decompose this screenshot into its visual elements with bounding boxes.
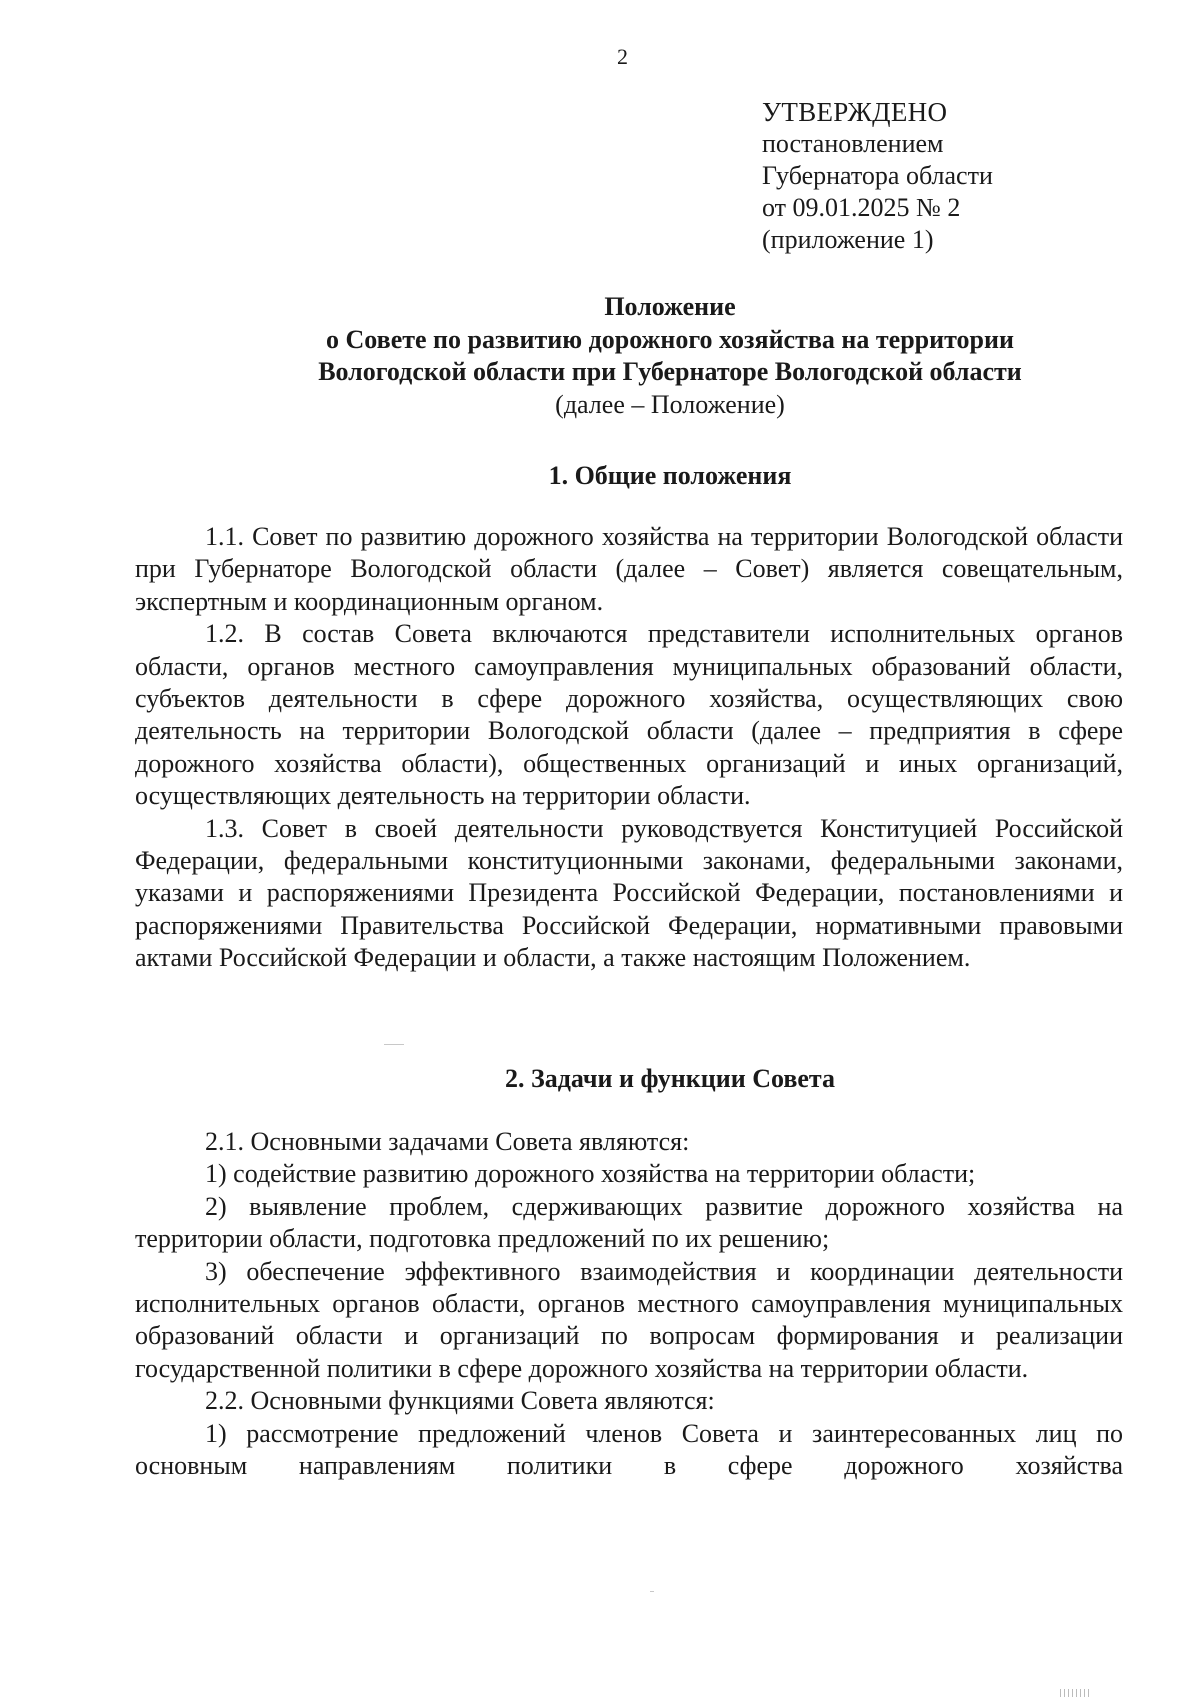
title-line: Положение <box>604 292 736 321</box>
section-heading-2: 2. Задачи и функции Совета <box>504 1064 835 1093</box>
title-line: Вологодской области при Губернаторе Вологодской области <box>318 357 1022 386</box>
title-line: о Совете по развитию дорожного хозяйства на территории <box>326 324 1014 354</box>
approval-stamp: УТВЕРЖДЕНО <box>762 97 948 127</box>
paragraph: 2) выявление проблем, сдерживающих развитие дорожного хозяйства на территории области, подготовка предложений по их решению; <box>135 1191 1123 1254</box>
approval-block <box>762 96 993 256</box>
approval-line: от 09.01.2025 № 2 <box>762 193 961 222</box>
paragraph: 2.1. Основными задачами Совета являются: <box>205 1127 690 1156</box>
paragraph: 1) рассмотрение предложений членов Совета и заинтересованных лиц по основным направлениям политики в сфере дорожного хозяйства <box>135 1418 1123 1481</box>
paragraph: 3) обеспечение эффективного взаимодействия и координации деятельности исполнительных органов области, органов местного самоуправления муниципальных образований области и организаций по вопросам формирования и реализации государственной политики в сфере дорожного хозяйства на территории области. <box>135 1256 1123 1383</box>
page-number: 2 <box>617 44 628 69</box>
scan-edge-marks <box>1060 1689 1090 1697</box>
section-heading-1: 1. Общие положения <box>548 461 792 490</box>
scan-speck <box>384 1044 404 1045</box>
paragraph: 1.2. В состав Совета включаются представители исполнительных органов области, органов местного самоуправления муниципальных образований области, субъектов деятельности в сфере дорожного хозяйства, осуществляющих свою деятельность на территории Вологодской области (далее – предприятия в сфере дорожного хозяйства области), общественных организаций и иных организаций, осуществляющих деятельность на территории области. <box>135 619 1123 811</box>
section-2-body <box>135 1126 1123 1482</box>
paragraph: 2.2. Основными функциями Совета являются: <box>205 1386 715 1416</box>
title-note: (далее – Положение) <box>555 389 785 419</box>
approval-line: Губернатора области <box>762 161 993 190</box>
approval-line: (приложение 1) <box>762 225 934 254</box>
document-title <box>150 291 1190 421</box>
section-1-body <box>135 521 1123 975</box>
approval-line: постановлением <box>762 129 944 158</box>
paragraph: 1.3. Совет в своей деятельности руководствуется Конституцией Российской Федерации, федеральными конституционными законами, федеральными законами, указами и распоряжениями Президента Российской Федерации, постановлениями и распоряжениями Правительства Российской Федерации, нормативными правовыми актами Российской Федерации и области, а также настоящим Положением. <box>135 813 1123 973</box>
scan-speck <box>650 1591 654 1592</box>
paragraph: 1.1. Совет по развитию дорожного хозяйства на территории Вологодской области при Губернаторе Вологодской области (далее – Совет) является совещательным, экспертным и координационным органом. <box>135 522 1123 616</box>
paragraph: 1) содействие развитию дорожного хозяйства на территории области; <box>205 1159 976 1189</box>
